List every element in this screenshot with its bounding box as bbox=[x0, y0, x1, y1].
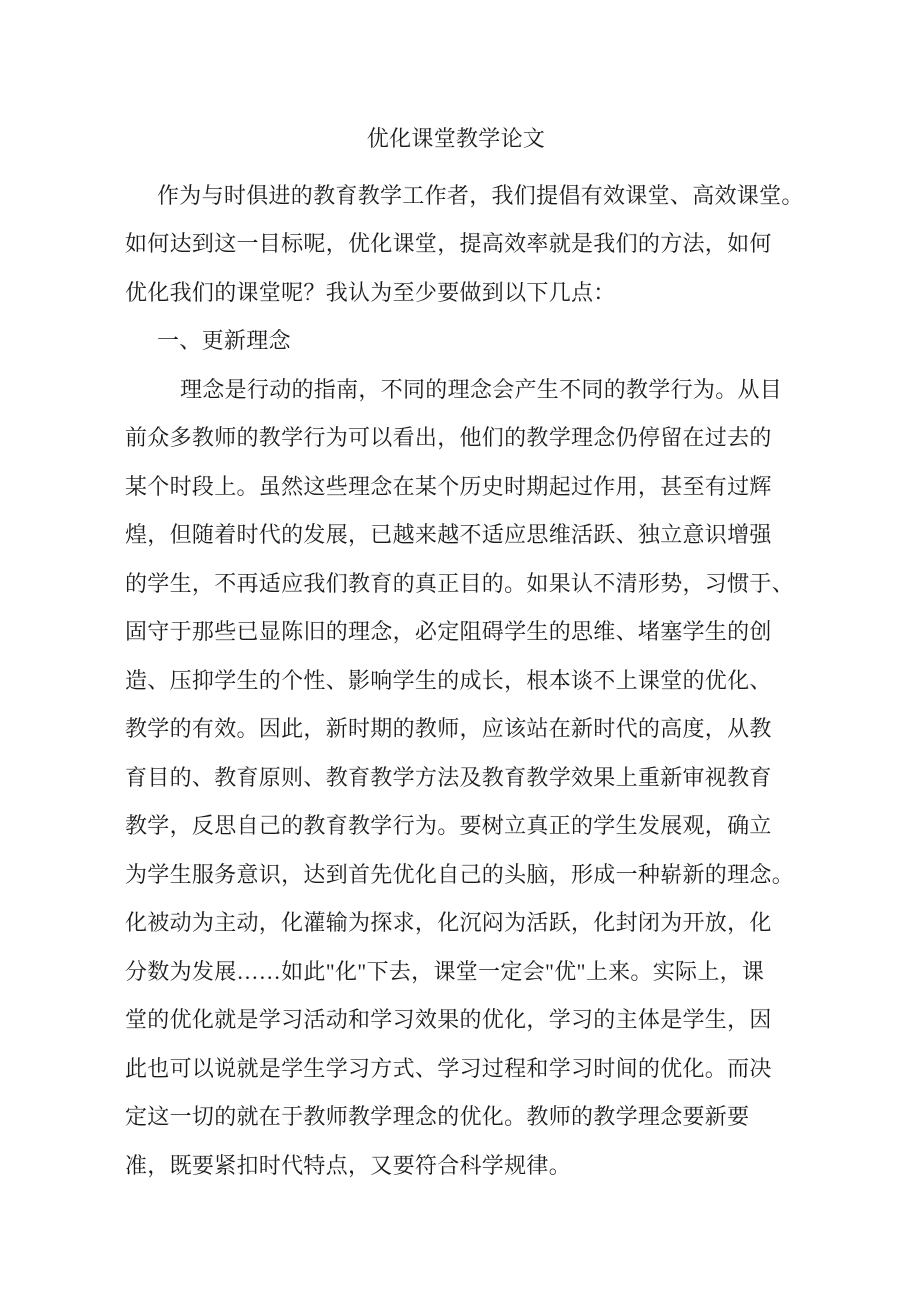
body-paragraph-line: 育目的、教育原则、教育教学方法及教育教学效果上重新审视教育 bbox=[125, 764, 772, 790]
body-paragraph-line: 教学的有效。因此，新时期的教师，应该站在新时代的高度，从教 bbox=[125, 716, 772, 741]
body-paragraph-line: 为学生服务意识，达到首先优化自己的头脑，形成一种崭新的理念。 bbox=[125, 861, 795, 887]
body-paragraph-line: 固守于那些已显陈旧的理念，必定阻碍学生的思维、堵塞学生的创 bbox=[125, 619, 772, 644]
body-paragraph-line: 教学，反思自己的教育教学行为。要树立真正的学生发展观，确立 bbox=[125, 813, 772, 838]
body-paragraph-line: 化被动为主动，化灌输为探求，化沉闷为活跃，化封闭为开放，化 bbox=[125, 910, 772, 935]
body-paragraph-line: 堂的优化就是学习活动和学习效果的优化，学习的主体是学生，因 bbox=[125, 1007, 772, 1032]
body-paragraph-line: 此也可以说就是学生学习方式、学习过程和学习时间的优化。而决 bbox=[125, 1055, 772, 1081]
body-paragraph-line: 分数为发展……如此"化"下去，课堂一定会"优"上来。实际上，课 bbox=[125, 958, 765, 984]
body-paragraph-line: 理念是行动的指南，不同的理念会产生不同的教学行为。从目 bbox=[180, 376, 783, 402]
body-paragraph-line: 的学生，不再适应我们教育的真正目的。如果认不清形势，习惯于、 bbox=[125, 570, 795, 596]
body-paragraph-line: 准，既要紧扣时代特点，又要符合科学规律。 bbox=[125, 1152, 572, 1178]
body-paragraph-line: 煌，但随着时代的发展，已越来越不适应思维活跃、独立意识增强 bbox=[125, 522, 772, 547]
section-heading-line: 一、更新理念 bbox=[157, 328, 291, 353]
document-body bbox=[125, 172, 804, 1191]
body-paragraph-line: 定这一切的就在于教师教学理念的优化。教师的教学理念要新要 bbox=[125, 1104, 750, 1129]
document-title: 优化课堂教学论文 bbox=[366, 126, 546, 151]
body-paragraph-line: 前众多教师的教学行为可以看出，他们的教学理念仍停留在过去的 bbox=[125, 425, 772, 450]
intro-paragraph-line: 优化我们的课堂呢？我认为至少要做到以下几点： bbox=[125, 279, 616, 305]
intro-paragraph-line: 如何达到这一目标呢，优化课堂，提高效率就是我们的方法，如何 bbox=[125, 231, 772, 256]
intro-paragraph-line: 作为与时俱进的教育教学工作者，我们提倡有效课堂、高效课堂。 bbox=[157, 182, 804, 208]
body-paragraph-line: 某个时段上。虽然这些理念在某个历史时期起过作用，甚至有过辉 bbox=[125, 473, 772, 499]
body-paragraph-line: 造、压抑学生的个性、影响学生的成长，根本谈不上课堂的优化、 bbox=[125, 667, 772, 693]
